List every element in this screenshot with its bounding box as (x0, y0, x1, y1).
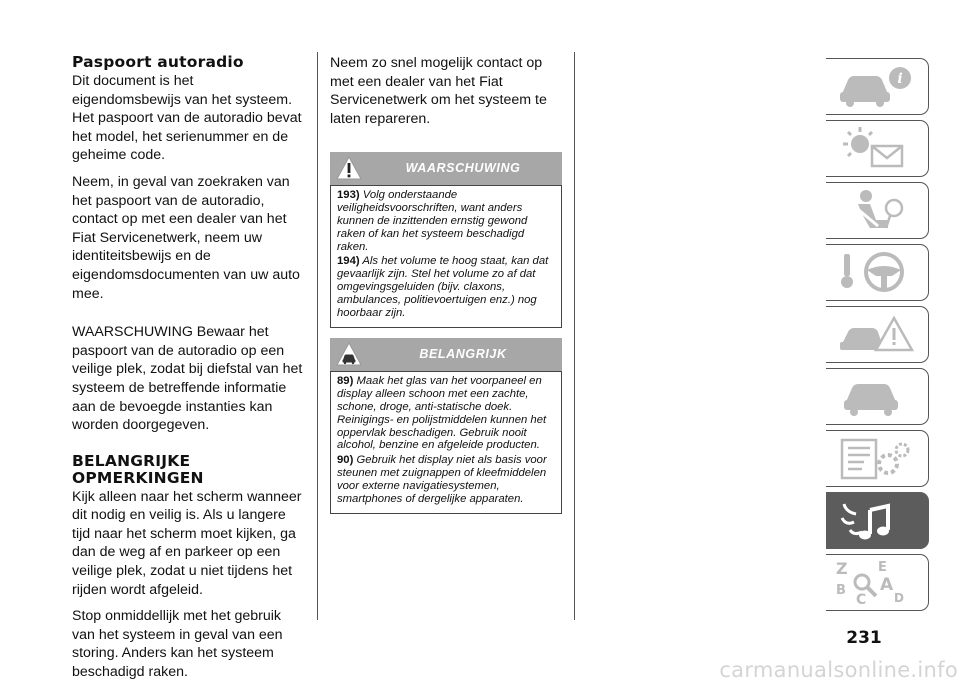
page-number: 231 (846, 628, 882, 648)
note-text: Maak het glas van het voorpaneel en display alleen schoon met een zachte, schone, droge, anti-statische doek. Reinigings- en polijstmiddelen kunnen het oppervlak beschadigen. Gebruik nooit alcohol, benzine en afgeleide producten. (337, 375, 547, 452)
right-column (330, 54, 562, 514)
note-number: 194) (337, 255, 360, 268)
index-letter: Z (836, 559, 848, 578)
chapter-tab-car-maintenance[interactable] (826, 368, 929, 425)
important-body (330, 371, 562, 514)
note-item (337, 375, 555, 452)
left-column (72, 54, 304, 690)
paragraph: Stop onmiddellijk met het gebruik van het systeem in geval van een storing. Anders kan het systeem beschadigd raken. (72, 608, 283, 681)
chapter-tab-seat-safety[interactable] (826, 182, 929, 239)
note-number: 193) (337, 189, 360, 202)
index-letter: D (894, 591, 904, 605)
dashboard-lights-icon (832, 124, 920, 172)
important-title: BELANGRIJK (419, 347, 507, 362)
index-letter: B (836, 583, 846, 598)
multimedia-icon (832, 496, 920, 544)
notes-section-title: BELANGRIJKE OPMERKINGEN (72, 451, 204, 487)
chapter-tab-technical-data[interactable] (826, 430, 929, 487)
note-text: Volg onderstaande veiligheidsvoorschriften, want anders kunnen de inzittenden ernstig gewond raken of kan het systeem beschadigd raken. (337, 189, 528, 253)
chapter-tab-dashboard-lights[interactable] (826, 120, 929, 177)
note-text: Als het volume te hoog staat, kan dat gevaarlijk zijn. Stel het volume zo af dat omgevingsgeluiden (bijv. claxons, ambulances, politievoertuigen enz.) nog hoorbaar zijn. (337, 255, 549, 319)
paragraph: WAARSCHUWING Bewaar het paspoort van de autoradio op een veilige plek, zodat bij diefstal van het systeem de betreffende informatie aan de bevoegde instanties kan worden doorgegeven. (72, 324, 303, 434)
chapter-tab-car-info[interactable] (826, 58, 929, 115)
emergency-icon (832, 310, 920, 358)
important-header (330, 338, 562, 371)
note-number: 90) (337, 454, 354, 467)
index-letter: A (880, 575, 894, 595)
warning-title: WAARSCHUWING (405, 161, 521, 176)
note-item (337, 255, 555, 319)
warning-box (330, 152, 562, 328)
chapter-tab-emergency[interactable] (826, 306, 929, 363)
chapter-tab-steering-wheel[interactable] (826, 244, 929, 301)
svg-text:i: i (897, 71, 903, 87)
index-letter: C (856, 592, 867, 606)
warning-body (330, 185, 562, 328)
index-letter: E (878, 560, 887, 575)
index-icon (832, 558, 920, 606)
chapter-tab-index[interactable] (826, 554, 929, 611)
watermark: carmanualsonline.info (719, 658, 958, 682)
paragraph: Neem zo snel mogelijk contact op met een dealer van het Fiat Servicenetwerk om het systeem te laten repareren. (330, 55, 547, 127)
car-info-icon (832, 62, 920, 110)
note-text: Gebruik het display niet als basis voor steunen met zuignappen of kleefmiddelen voor externe navigatiesystemen, smartphones of dergelijke apparaten. (337, 454, 547, 505)
paragraph: Dit document is het eigendomsbewijs van het systeem. Het paspoort van de autoradio bevat het model, het serienummer en de geheime code. (72, 73, 302, 164)
car-maintenance-icon (832, 372, 920, 420)
warning-header (330, 152, 562, 185)
technical-data-icon (832, 434, 920, 482)
section-title: Paspoort autoradio (72, 53, 244, 71)
note-item (337, 189, 555, 253)
seat-safety-icon (832, 186, 920, 234)
chapter-tab-multimedia[interactable] (826, 492, 929, 549)
steering-wheel-icon (832, 248, 920, 296)
column-divider (317, 52, 318, 620)
paragraph: Kijk alleen naar het scherm wanneer dit nodig en veilig is. Als u langere tijd naar het scherm moet kijken, ga dan de weg af en parkeer op een veilige plek, zodat u niet tijdens het rijden wordt afgeleid. (72, 488, 302, 598)
note-item (337, 454, 555, 505)
note-number: 89) (337, 375, 354, 388)
column-divider (574, 52, 575, 620)
important-box (330, 338, 562, 514)
paragraph: Neem, in geval van zoekraken van het paspoort van de autoradio, contact op met een dealer van het Fiat Servicenetwerk, neem uw identiteitsbewijs en de eigendomsdocumenten van uw auto mee. (72, 173, 300, 302)
